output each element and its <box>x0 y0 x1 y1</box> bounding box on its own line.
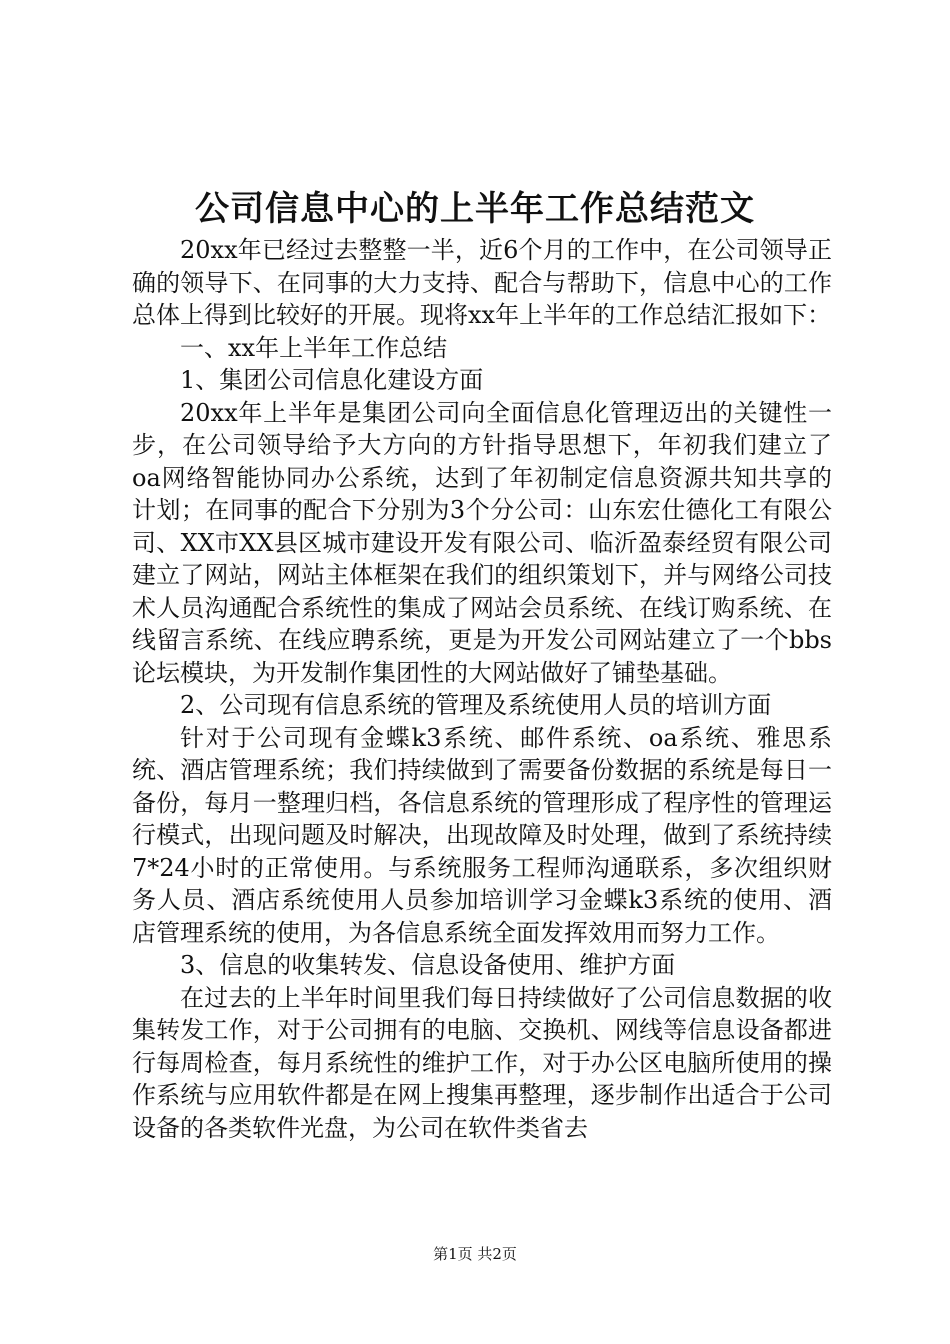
body-paragraph: 20xx年上半年是集团公司向全面信息化管理迈出的关键性一步，在公司领导给予大方向的方针指导思想下，年初我们建立了oa网络智能协同办公系统，达到了年初制定信息资源共知共享的计划；在同事的配合下分别为3个分公司：山东宏仕德化工有限公司、XX市XX县区城市建设开发有限公司、临沂盈泰经贸有限公司建立了网站，网站主体框架在我们的组织策划下，并与网络公司技术人员沟通配合系统性的集成了网站会员系统、在线订购系统、在线留言系统、在线应聘系统，更是为开发公司网站建立了一个bbs论坛模块，为开发制作集团性的大网站做好了铺垫基础。 <box>132 398 832 687</box>
intro-paragraph: 20xx年已经过去整整一半，近6个月的工作中，在公司领导正确的领导下、在同事的大力支持、配合与帮助下，信息中心的工作总体上得到比较好的开展。现将xx年上半年的工作总结汇报如下： <box>132 236 832 329</box>
document-title: 公司信息中心的上半年工作总结范文 <box>195 189 755 229</box>
document-body <box>132 234 832 1144</box>
subsection-heading: 2、公司现有信息系统的管理及系统使用人员的培训方面 <box>180 691 772 719</box>
subsection-heading: 3、信息的收集转发、信息设备使用、维护方面 <box>180 951 676 979</box>
subsection-heading: 1、集团公司信息化建设方面 <box>180 366 484 394</box>
section-heading: 一、xx年上半年工作总结 <box>180 333 448 362</box>
page-number-footer: 第1页 共2页 <box>433 1245 517 1263</box>
body-paragraph: 在过去的上半年时间里我们每日持续做好了公司信息数据的收集转发工作，对于公司拥有的电脑、交换机、网线等信息设备都进行每周检查，每月系统性的维护工作，对于办公区电脑所使用的操作系统与应用软件都是在网上搜集再整理，逐步制作出适合于公司设备的各类软件光盘，为公司在软件类省去 <box>132 983 832 1142</box>
body-paragraph: 针对于公司现有金蝶k3系统、邮件系统、oa系统、雅思系统、酒店管理系统；我们持续做到了需要备份数据的系统是每日一备份，每月一整理归档，各信息系统的管理形成了程序性的管理运行模式，出现问题及时解决，出现故障及时处理，做到了系统持续7*24小时的正常使用。与系统服务工程师沟通联系，多次组织财务人员、酒店系统使用人员参加培训学习金蝶k3系统的使用、酒店管理系统的使用，为各信息系统全面发挥效用而努力工作。 <box>132 723 832 947</box>
